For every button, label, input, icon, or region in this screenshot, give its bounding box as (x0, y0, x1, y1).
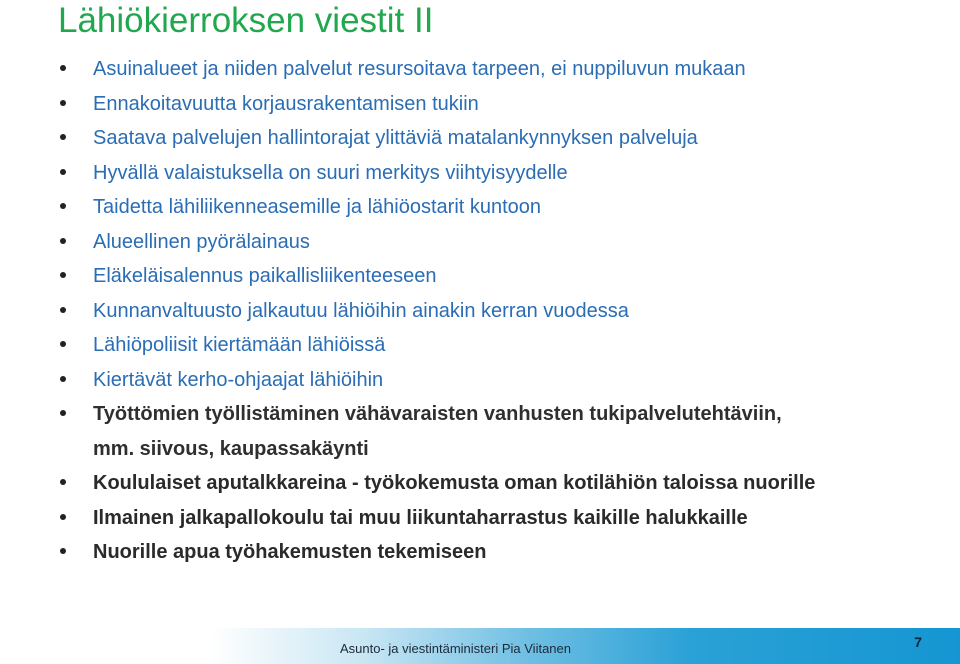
bullet-dot-icon (60, 514, 66, 520)
bullet-dot-icon (60, 548, 66, 554)
bullet-item (0, 156, 960, 191)
bullet-text: Kiertävät kerho-ohjaajat lähiöihin (93, 368, 384, 391)
bullet-item (0, 363, 960, 398)
bullet-text: Asuinalueet ja niiden palvelut resursoitava tarpeen, ei nuppiluvun mukaan (93, 58, 746, 80)
bullet-text: Saatava palvelujen hallintorajat ylittäviä matalankynnyksen palveluja (93, 127, 698, 149)
bullet-item (0, 52, 960, 87)
bullet-dot-icon (60, 341, 66, 347)
bullet-dot-icon (60, 410, 66, 416)
bullet-text: Kunnanvaltuusto jalkautuu lähiöihin ainakin kerran vuodessa (93, 299, 629, 322)
bullet-text: Ennakoitavuutta korjausrakentamisen tukiin (93, 92, 479, 115)
slide-title: Lähiökierroksen viestit II (58, 1, 434, 40)
bullet-dot-icon (60, 238, 66, 244)
bullet-item (0, 535, 960, 570)
bullet-text: Lähiöpoliisit kiertämään lähiöissä (93, 334, 386, 356)
bullet-text: Ilmainen jalkapallokoulu tai muu liikuntaharrastus kaikille halukkaille (93, 506, 748, 529)
bullet-text: Eläkeläisalennus paikallisliikenteeseen (93, 265, 437, 287)
bullet-text: Hyvällä valaistuksella on suuri merkitys viihtyisyydelle (93, 161, 568, 184)
bullet-item (0, 259, 960, 294)
bullet-text: Alueellinen pyörälainaus (93, 230, 310, 253)
bullet-list (0, 52, 960, 570)
footer-author: Asunto- ja viestintäministeri Pia Viitanen (340, 641, 571, 656)
bullet-dot-icon (60, 479, 66, 485)
bullet-item (0, 190, 960, 225)
bullet-item (0, 87, 960, 122)
bullet-dot-icon (60, 272, 66, 278)
bullet-dot-icon (60, 203, 66, 209)
bullet-dot-icon (60, 134, 66, 140)
bullet-item (0, 121, 960, 156)
bullet-text-continued: mm. siivous, kaupassakäynti (93, 437, 369, 460)
page-number: 7 (914, 634, 922, 650)
bullet-dot-icon (60, 307, 66, 313)
bullet-item (0, 294, 960, 329)
bullet-item (0, 225, 960, 260)
bullet-item (0, 501, 960, 536)
bullet-dot-icon (60, 376, 66, 382)
bullet-item (0, 466, 960, 501)
bullet-item (0, 397, 960, 466)
bullet-dot-icon (60, 169, 66, 175)
footer-bar (0, 628, 960, 664)
bullet-dot-icon (60, 100, 66, 106)
bullet-text: Nuorille apua työhakemusten tekemiseen (93, 541, 487, 563)
bullet-text: Koululaiset aputalkkareina - työkokemusta oman kotilähiön taloissa nuorille (93, 472, 816, 494)
bullet-text: Taidetta lähiliikenneasemille ja lähiöostarit kuntoon (93, 196, 542, 218)
bullet-item (0, 328, 960, 363)
bullet-dot-icon (60, 65, 66, 71)
bullet-text: Työttömien työllistäminen vähävaraisten vanhusten tukipalvelutehtäviin, (93, 403, 782, 425)
